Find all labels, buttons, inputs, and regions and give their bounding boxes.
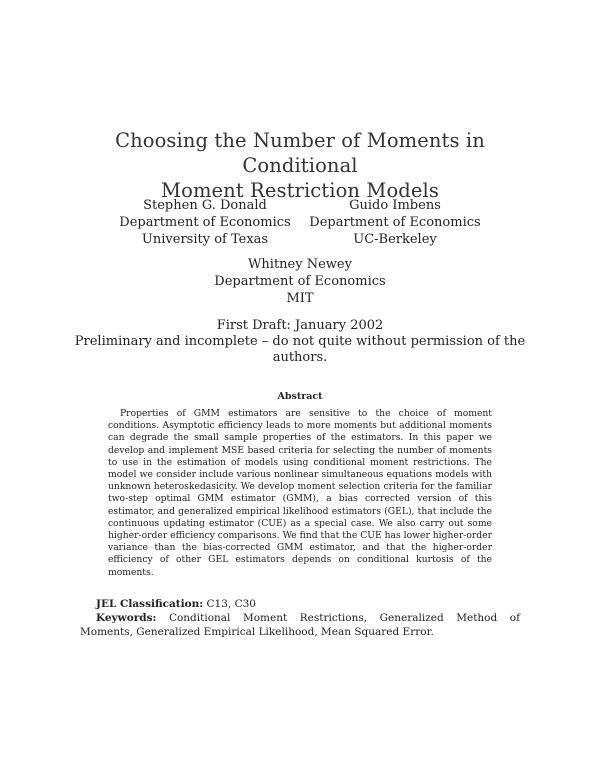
author-block-newey (150, 256, 450, 307)
author-name: Stephen G. Donald (143, 198, 267, 213)
paper-title (60, 128, 540, 203)
author-department: Department of Economics (119, 215, 291, 230)
draft-date: First Draft: January 2002 (216, 318, 384, 333)
author-department: Department of Economics (214, 274, 386, 289)
keywords (80, 611, 520, 639)
draft-info (70, 318, 530, 366)
abstract-heading: Abstract (277, 391, 323, 402)
author-block-donald (112, 197, 298, 248)
author-institution: University of Texas (141, 232, 269, 247)
author-block-imbens (302, 197, 488, 248)
author-institution: UC-Berkeley (353, 232, 437, 247)
jel-classification (96, 597, 516, 611)
title-line-1: Choosing the Number of Moments in Conditional (115, 129, 485, 177)
author-name: Guido Imbens (349, 198, 441, 213)
title-line-2: Moment Restriction Models (161, 179, 439, 202)
author-institution: MIT (286, 291, 314, 306)
abstract-body: Properties of GMM estimators are sensitive to the choice of moment conditions. Asymptotic efficiency leads to more moments but additional moments can degrade the small sample properties of the estimators. In this paper we develop and implement MSE based criteria for selecting the number of moments to use in the estimation of models using conditional moment restrictions. The model we consider include various nonlinear simultaneous equations models with unknown heteroskedasicity. We develop moment selection criteria for the familiar two-step optimal GMM estimator (GMM), a bias corrected version of this estimator, and generalized empirical likelihood estimators (GEL), that include the continuous updating estimator (CUE) as a special case. We also carry out some higher-order efficiency comparisons. We find that the CUE has lower higher-order variance than the bias-corrected GMM estimator, and that the higher-order efficiency of other GEL estimators depends on conditional kurtosis of the moments. (108, 408, 492, 578)
jel-label: JEL Classification: (96, 598, 204, 610)
author-name: Whitney Newey (248, 257, 352, 272)
keywords-value: Conditional Moment Restrictions, Generalized Method of Moments, Generalized Empirical Likelihood, Mean Squared Error. (80, 612, 520, 638)
draft-note: Preliminary and incomplete – do not quite without permission of the authors. (74, 334, 526, 365)
jel-value: C13, C30 (206, 598, 256, 610)
keywords-label: Keywords: (96, 612, 157, 624)
author-department: Department of Economics (309, 215, 481, 230)
